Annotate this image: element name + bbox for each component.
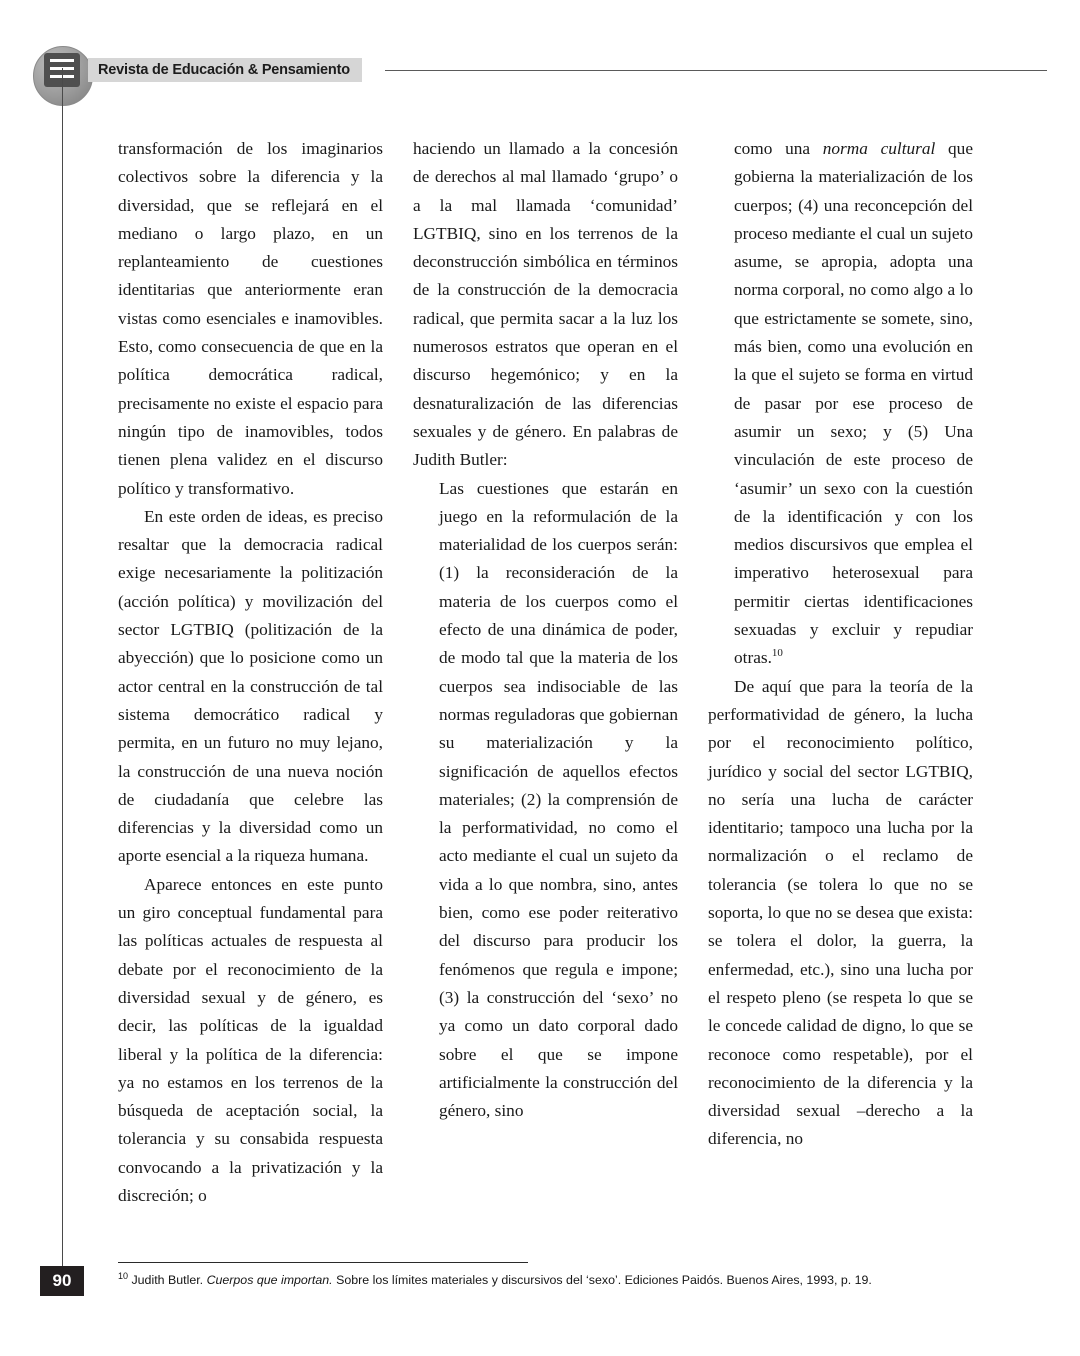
journal-title-band: [88, 58, 362, 82]
footnote-divider: [118, 1262, 528, 1263]
footnote-author: Judith Butler.: [131, 1273, 204, 1287]
quote-rest: que gobierna la materialización de los cuerpos; (4) una reconcepción del proceso mediante el cual un sujeto asume, se apropia, adopta una norma corporal, no como algo a lo que estrictamente se somete, sino, más bien, como una evolución en la que el sujeto se forma en virtud de pasar por ese proceso de asumir un sexo; y (5) Una vinculación de este proceso de ‘asumir’ un sexo con la cuestión de la identificación y con los medios discursivos que emplea el imperativo heterosexual para permitir ciertas identificaciones sexuadas y excluir y repudiar otras.: [734, 139, 973, 668]
article-body: [118, 135, 973, 1210]
text-column-1: [118, 135, 383, 1210]
footnote: [118, 1272, 978, 1288]
page-number: 90: [40, 1266, 84, 1296]
header-divider: [385, 70, 1047, 71]
footnote-reference[interactable]: 10: [771, 647, 783, 660]
paragraph: Aparece entonces en este punto un giro conceptual fundamental para las políticas actuales de respuesta al debate por el reconocimiento de la diversidad sexual y de género, es decir, las políticas de la igualdad liberal y la política de la diferencia: ya no estamos en los terrenos de la búsqueda de aceptación social, la tolerancia y su consabida respuesta convocando a la privatización y la discreción; o: [118, 874, 383, 1205]
page-header: [0, 40, 1080, 88]
paragraph: En este orden de ideas, es preciso resaltar que la democracia radical exige necesariamente la politización (acción política) y movilización del sector LGTBIQ (politización de la abyección) que lo posicione como un actor central en la construcción de tal sistema democrático radical y permita, en un futuro no muy lejano, la construcción de una nueva noción de ciudadanía que celebre las diferencias y la diversidad como un aporte esencial a la riqueza humana.: [118, 506, 383, 866]
quote-prefix: como una: [734, 139, 823, 158]
quote-italic-term: norma cultural: [822, 139, 936, 158]
footnote-details: Sobre los límites materiales y discursivos del ‘sexo’. Ediciones Paidós. Buenos Aires, 1993, p. 19.: [336, 1273, 872, 1287]
block-quote-part-1: Las cuestiones que estarán en juego en la reformulación de la materialidad de los cuerpos serán: (1) la reconsideración de la materia de los cuerpos como el efecto de una dinámica de poder, de modo tal que la materia de los cuerpos sea indisociable de las normas reguladoras que gobiernan su materialización y la significación de aquellos efectos materiales; (2) la comprensión de la performatividad, no como el acto mediante el cual un sujeto da vida a lo que nombra, sino, antes bien, como ese poder reiterativo del discurso para producir los fenómenos que regula e impone; (3) la construcción del ‘sexo’ no ya como un dato corporal dado sobre el que se impone artificialmente la construcción del género, sino: [439, 478, 678, 1121]
paragraph: transformación de los imaginarios colectivos sobre la diferencia y la diversidad, que se reflejará en el mediano o largo plazo, en un replanteamiento de cuestiones identitarias que anteriormente eran vistas como esenciales e inamovibles. Esto, como consecuencia de que en la política democrática radical, precisamente no existe el espacio para ningún tipo de inamovibles, todos tienen plena validez en el discurso político y transformativo.: [118, 139, 383, 498]
block-quote-part-2: [708, 135, 973, 673]
text-column-2: [413, 135, 678, 1210]
journal-title: Revista de Educación & Pensamiento: [98, 62, 350, 78]
left-margin-rule: [62, 68, 63, 1283]
text-column-3: [708, 135, 973, 1210]
paragraph: haciendo un llamado a la concesión de derechos al mal llamado ‘grupo’ o a la mal llamada ‘comunidad’ LGTBIQ, sino en los terrenos de la deconstrucción simbólica en términos de la construcción de la democracia radical, que permita sacar a la luz los numerosos estratos que operan en el discurso hegemónico; y en la desnaturalización de las diferencias sexuales y de género. En palabras de Judith Butler:: [413, 139, 678, 470]
footnote-marker: 10: [118, 1270, 129, 1281]
paragraph: De aquí que para la teoría de la performatividad de género, la lucha por el reconocimiento político, jurídico y social del sector LGTBIQ, no sería una lucha de carácter identitario; tampoco una lucha por la normalización o el reclamo de tolerancia (se tolera lo que no se soporta, lo que no se desea que exista: se tolera el dolor, la guerra, la enfermedad, etc.), sino una lucha por el respeto pleno (se respeta lo que se le concede calidad de digno, lo que se reconoce como respetable), por el reconocimiento de la diferencia y la diversidad sexual –derecho a la diferencia, no: [708, 676, 973, 1149]
footnote-title: Cuerpos que importan.: [206, 1273, 333, 1287]
book-emblem-icon: [33, 46, 93, 106]
